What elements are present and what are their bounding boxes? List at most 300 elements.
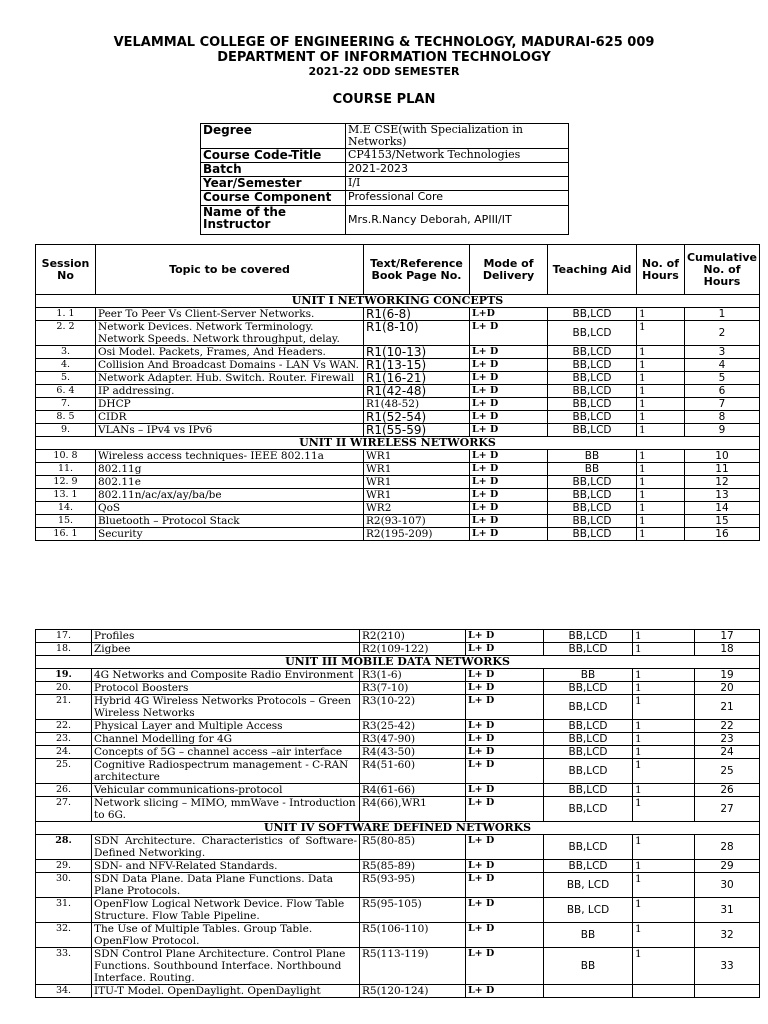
cell-session-no: 24. — [36, 746, 92, 759]
cell-delivery-mode: L+ D — [466, 720, 544, 733]
info-value: I/I — [346, 177, 569, 191]
table-row — [36, 860, 760, 873]
cell-topic: SDN Architecture. Characteristics of Software-Defined Networking. — [92, 835, 360, 860]
cell-teaching-aid: BB,LCD — [544, 630, 633, 643]
table-row — [36, 359, 760, 372]
cell-topic: 4G Networks and Composite Radio Environment — [92, 669, 360, 682]
cell-cumulative-hours: 20 — [695, 682, 760, 695]
cell-teaching-aid: BB,LCD — [548, 528, 637, 541]
cell-topic: Protocol Boosters — [92, 682, 360, 695]
cell-topic: ITU-T Model. OpenDaylight. OpenDaylight — [92, 985, 360, 998]
cell-topic: Wireless access techniques- IEEE 802.11a — [96, 450, 364, 463]
cell-delivery-mode: L+ D — [466, 923, 544, 948]
course-plan-table-part1 — [35, 244, 760, 541]
cell-teaching-aid: BB,LCD — [544, 835, 633, 860]
cell-delivery-mode: L+ D — [470, 359, 548, 372]
cell-book-ref: R5(113-119) — [360, 948, 466, 985]
cell-teaching-aid: BB,LCD — [548, 385, 637, 398]
cell-delivery-mode: L+ D — [466, 746, 544, 759]
cell-delivery-mode: L+ D — [466, 898, 544, 923]
cell-delivery-mode: L+ D — [466, 630, 544, 643]
cell-delivery-mode: L+ D — [470, 424, 548, 437]
cell-cumulative-hours: 3 — [684, 346, 759, 359]
cell-book-ref: R1(8-10) — [364, 321, 470, 346]
cell-cumulative-hours: 17 — [695, 630, 760, 643]
info-key: Batch — [201, 163, 346, 177]
cell-teaching-aid: BB,LCD — [544, 797, 633, 822]
col-mode: Mode of Delivery — [470, 245, 548, 295]
cell-teaching-aid: BB,LCD — [548, 489, 637, 502]
cell-cumulative-hours: 15 — [684, 515, 759, 528]
cell-teaching-aid: BB — [548, 463, 637, 476]
cell-book-ref: WR1 — [364, 463, 470, 476]
cell-cumulative-hours: 7 — [684, 398, 759, 411]
cell-cumulative-hours: 4 — [684, 359, 759, 372]
cell-cumulative-hours: 26 — [695, 784, 760, 797]
cell-cumulative-hours: 8 — [684, 411, 759, 424]
cell-topic: Peer To Peer Vs Client-Server Networks. — [96, 308, 364, 321]
info-value: M.E CSE(with Specialization in Networks) — [346, 124, 569, 149]
cell-session-no: 18. — [36, 643, 92, 656]
cell-session-no: 23. — [36, 733, 92, 746]
table-row — [36, 784, 760, 797]
unit-heading: UNIT I NETWORKING CONCEPTS — [36, 295, 760, 308]
cell-cumulative-hours — [695, 985, 760, 998]
unit4-rows — [36, 835, 760, 998]
table-row — [36, 489, 760, 502]
cell-topic: SDN Data Plane. Data Plane Functions. Data Plane Protocols. — [92, 873, 360, 898]
cell-hours: 1 — [633, 948, 695, 985]
info-key: Degree — [201, 124, 346, 149]
cell-teaching-aid: BB,LCD — [548, 321, 637, 346]
table-row — [36, 528, 760, 541]
cell-topic: SDN- and NFV-Related Standards. — [92, 860, 360, 873]
table-row — [36, 411, 760, 424]
cell-delivery-mode: L+ D — [470, 450, 548, 463]
cell-book-ref: R1(16-21) — [364, 372, 470, 385]
cell-hours: 1 — [633, 860, 695, 873]
cell-delivery-mode: L+ D — [470, 528, 548, 541]
cell-teaching-aid: BB,LCD — [544, 682, 633, 695]
cell-teaching-aid: BB, LCD — [544, 873, 633, 898]
cell-book-ref: R2(93-107) — [364, 515, 470, 528]
cell-delivery-mode: L+ D — [466, 733, 544, 746]
cell-delivery-mode: L+ D — [470, 515, 548, 528]
cell-topic: OpenFlow Logical Network Device. Flow Table Structure. Flow Table Pipeline. — [92, 898, 360, 923]
table-row — [36, 695, 760, 720]
unit1-rows — [36, 308, 760, 437]
cell-topic: VLANs – IPv4 vs IPv6 — [96, 424, 364, 437]
info-key: Course Component — [201, 191, 346, 206]
cell-cumulative-hours: 6 — [684, 385, 759, 398]
cell-session-no: 19. — [36, 669, 92, 682]
cell-cumulative-hours: 21 — [695, 695, 760, 720]
table-row — [36, 630, 760, 643]
cell-session-no: 14. — [36, 502, 96, 515]
cell-book-ref: R2(195-209) — [364, 528, 470, 541]
cell-hours: 1 — [637, 515, 685, 528]
cell-book-ref: R1(48-52) — [364, 398, 470, 411]
table-row — [36, 948, 760, 985]
cell-hours: 1 — [637, 489, 685, 502]
cell-hours: 1 — [633, 695, 695, 720]
cell-teaching-aid: BB,LCD — [544, 695, 633, 720]
cell-teaching-aid: BB,LCD — [548, 476, 637, 489]
cell-book-ref: R1(55-59) — [364, 424, 470, 437]
cell-delivery-mode: L+ D — [466, 682, 544, 695]
table-row — [36, 424, 760, 437]
col-hours: No. of Hours — [637, 245, 685, 295]
cell-teaching-aid: BB,LCD — [548, 359, 637, 372]
cell-session-no: 4. — [36, 359, 96, 372]
cell-teaching-aid: BB,LCD — [548, 502, 637, 515]
cell-teaching-aid: BB,LCD — [544, 784, 633, 797]
cell-hours: 1 — [633, 784, 695, 797]
cell-session-no: 20. — [36, 682, 92, 695]
unit-heading: UNIT II WIRELESS NETWORKS — [36, 437, 760, 450]
cell-delivery-mode: L+ D — [466, 643, 544, 656]
cell-hours: 1 — [637, 502, 685, 515]
cell-delivery-mode: L+ D — [466, 784, 544, 797]
cell-cumulative-hours: 31 — [695, 898, 760, 923]
table-row — [36, 515, 760, 528]
cell-cumulative-hours: 12 — [684, 476, 759, 489]
cell-delivery-mode: L+ D — [470, 411, 548, 424]
semester-label: 2021-22 ODD SEMESTER — [308, 65, 460, 78]
unit2-rows — [36, 450, 760, 541]
cell-teaching-aid: BB,LCD — [548, 308, 637, 321]
cell-book-ref: R5(85-89) — [360, 860, 466, 873]
info-value: Mrs.R.Nancy Deborah, APIII/IT — [346, 206, 569, 235]
table-row — [36, 372, 760, 385]
cell-teaching-aid: BB, LCD — [544, 898, 633, 923]
col-cum: Cumulative No. of Hours — [684, 245, 759, 295]
cell-cumulative-hours: 25 — [695, 759, 760, 784]
cell-topic: Bluetooth – Protocol Stack — [96, 515, 364, 528]
cell-cumulative-hours: 11 — [684, 463, 759, 476]
cell-delivery-mode: L+ D — [470, 476, 548, 489]
table-row — [36, 759, 760, 784]
course-plan-table-part2 — [35, 629, 760, 998]
cell-session-no: 25. — [36, 759, 92, 784]
cell-hours: 1 — [633, 759, 695, 784]
cell-teaching-aid: BB,LCD — [544, 643, 633, 656]
cell-teaching-aid: BB,LCD — [548, 424, 637, 437]
cell-teaching-aid: BB,LCD — [548, 411, 637, 424]
table-row — [36, 346, 760, 359]
cell-cumulative-hours: 32 — [695, 923, 760, 948]
cell-book-ref: R1(10-13) — [364, 346, 470, 359]
col-topic: Topic to be covered — [96, 245, 364, 295]
cell-hours: 1 — [637, 398, 685, 411]
info-key: Name of the Instructor — [201, 206, 346, 235]
cell-hours: 1 — [633, 643, 695, 656]
cell-session-no: 26. — [36, 784, 92, 797]
table-row — [36, 985, 760, 998]
cell-teaching-aid: BB,LCD — [548, 372, 637, 385]
cell-delivery-mode: L+ D — [470, 346, 548, 359]
cell-delivery-mode: L+ D — [466, 797, 544, 822]
cell-session-no: 2. 2 — [36, 321, 96, 346]
table-row — [36, 308, 760, 321]
page-title: COURSE PLAN — [332, 92, 436, 107]
cell-hours: 1 — [633, 733, 695, 746]
cell-session-no: 11. — [36, 463, 96, 476]
cell-hours: 1 — [637, 372, 685, 385]
cell-hours: 1 — [637, 463, 685, 476]
col-aid: Teaching Aid — [548, 245, 637, 295]
cell-book-ref: WR1 — [364, 450, 470, 463]
cell-hours: 1 — [633, 873, 695, 898]
info-key: Course Code-Title — [201, 149, 346, 163]
cell-book-ref: WR2 — [364, 502, 470, 515]
cell-topic: SDN Control Plane Architecture. Control Plane Functions. Southbound Interface. Northbound Interface. Routing. — [92, 948, 360, 985]
cell-delivery-mode: L+ D — [470, 463, 548, 476]
cell-delivery-mode: L+ D — [470, 372, 548, 385]
cell-session-no: 1. 1 — [36, 308, 96, 321]
info-value: Professional Core — [346, 191, 569, 206]
cell-hours: 1 — [633, 835, 695, 860]
table-row — [36, 398, 760, 411]
cell-topic: The Use of Multiple Tables. Group Table. OpenFlow Protocol. — [92, 923, 360, 948]
cell-delivery-mode: L+ D — [466, 985, 544, 998]
unit-heading: UNIT IV SOFTWARE DEFINED NETWORKS — [36, 822, 760, 835]
cell-hours: 1 — [637, 308, 685, 321]
cell-topic: Physical Layer and Multiple Access — [92, 720, 360, 733]
unit2-rows-cont — [36, 630, 760, 656]
cell-book-ref: R4(66),WR1 — [360, 797, 466, 822]
cell-book-ref: R3(25-42) — [360, 720, 466, 733]
cell-teaching-aid: BB,LCD — [548, 398, 637, 411]
cell-book-ref: R1(6-8) — [364, 308, 470, 321]
cell-hours: 1 — [637, 385, 685, 398]
cell-topic: Concepts of 5G – channel access –air interface — [92, 746, 360, 759]
cell-hours: 1 — [637, 424, 685, 437]
cell-hours: 1 — [633, 746, 695, 759]
table-row — [36, 321, 760, 346]
cell-delivery-mode: L+ D — [470, 321, 548, 346]
cell-teaching-aid: BB,LCD — [548, 515, 637, 528]
table-row — [36, 746, 760, 759]
cell-topic: Collision And Broadcast Domains - LAN Vs WAN. — [96, 359, 364, 372]
cell-hours: 1 — [633, 720, 695, 733]
table-row — [36, 669, 760, 682]
cell-session-no: 12. 9 — [36, 476, 96, 489]
cell-hours: 1 — [637, 321, 685, 346]
cell-book-ref: R2(109-122) — [360, 643, 466, 656]
cell-topic: Osi Model. Packets, Frames, And Headers. — [96, 346, 364, 359]
cell-session-no: 17. — [36, 630, 92, 643]
cell-cumulative-hours: 1 — [684, 308, 759, 321]
cell-teaching-aid: BB — [544, 923, 633, 948]
cell-book-ref: R3(7-10) — [360, 682, 466, 695]
cell-book-ref: R5(95-105) — [360, 898, 466, 923]
cell-book-ref: R2(210) — [360, 630, 466, 643]
cell-cumulative-hours: 30 — [695, 873, 760, 898]
table-row — [36, 682, 760, 695]
cell-book-ref: R5(93-95) — [360, 873, 466, 898]
cell-teaching-aid: BB,LCD — [544, 746, 633, 759]
cell-delivery-mode: L+ D — [466, 860, 544, 873]
cell-topic: Profiles — [92, 630, 360, 643]
cell-delivery-mode: L+ D — [466, 948, 544, 985]
cell-delivery-mode: L+ D — [470, 385, 548, 398]
cell-hours: 1 — [637, 450, 685, 463]
cell-cumulative-hours: 2 — [684, 321, 759, 346]
cell-hours: 1 — [633, 898, 695, 923]
cell-cumulative-hours: 27 — [695, 797, 760, 822]
cell-session-no: 34. — [36, 985, 92, 998]
cell-cumulative-hours: 13 — [684, 489, 759, 502]
cell-session-no: 7. — [36, 398, 96, 411]
table-row — [36, 643, 760, 656]
cell-topic: IP addressing. — [96, 385, 364, 398]
cell-book-ref: R4(61-66) — [360, 784, 466, 797]
cell-book-ref: R3(1-6) — [360, 669, 466, 682]
cell-book-ref: R5(80-85) — [360, 835, 466, 860]
cell-hours: 1 — [637, 346, 685, 359]
cell-topic: Vehicular communications-protocol — [92, 784, 360, 797]
cell-hours: 1 — [633, 797, 695, 822]
cell-topic: CIDR — [96, 411, 364, 424]
table-row — [36, 450, 760, 463]
cell-session-no: 15. — [36, 515, 96, 528]
cell-book-ref: WR1 — [364, 476, 470, 489]
table-row — [36, 720, 760, 733]
cell-topic: Cognitive Radiospectrum management - C-RAN architecture — [92, 759, 360, 784]
cell-book-ref: R4(43-50) — [360, 746, 466, 759]
cell-teaching-aid: BB — [548, 450, 637, 463]
cell-delivery-mode: L+ D — [466, 873, 544, 898]
cell-topic: 802.11e — [96, 476, 364, 489]
cell-session-no: 29. — [36, 860, 92, 873]
cell-teaching-aid: BB — [544, 669, 633, 682]
college-name: VELAMMAL COLLEGE OF ENGINEERING & TECHNOLOGY, MADURAI-625 009 — [113, 35, 655, 50]
cell-session-no: 30. — [36, 873, 92, 898]
cell-cumulative-hours: 5 — [684, 372, 759, 385]
cell-book-ref: R3(10-22) — [360, 695, 466, 720]
cell-cumulative-hours: 18 — [695, 643, 760, 656]
cell-teaching-aid: BB,LCD — [544, 720, 633, 733]
cell-cumulative-hours: 28 — [695, 835, 760, 860]
cell-cumulative-hours: 19 — [695, 669, 760, 682]
table-row — [36, 463, 760, 476]
cell-hours: 1 — [633, 669, 695, 682]
table-row — [36, 502, 760, 515]
table-row — [36, 873, 760, 898]
info-key: Year/Semester — [201, 177, 346, 191]
table-row — [36, 733, 760, 746]
cell-topic: 802.11n/ac/ax/ay/ba/be — [96, 489, 364, 502]
cell-session-no: 28. — [36, 835, 92, 860]
col-session: Session No — [36, 245, 96, 295]
cell-session-no: 6. 4 — [36, 385, 96, 398]
cell-topic: Network Devices. Network Terminology. Network Speeds. Network throughput, delay. — [96, 321, 364, 346]
cell-topic: DHCP — [96, 398, 364, 411]
cell-hours: 1 — [637, 476, 685, 489]
cell-book-ref: R4(51-60) — [360, 759, 466, 784]
cell-cumulative-hours: 22 — [695, 720, 760, 733]
cell-teaching-aid — [544, 985, 633, 998]
cell-teaching-aid: BB,LCD — [544, 733, 633, 746]
cell-hours: 1 — [633, 630, 695, 643]
cell-teaching-aid: BB,LCD — [544, 759, 633, 784]
cell-session-no: 31. — [36, 898, 92, 923]
cell-session-no: 22. — [36, 720, 92, 733]
table-row — [36, 476, 760, 489]
cell-cumulative-hours: 14 — [684, 502, 759, 515]
cell-hours — [633, 985, 695, 998]
cell-session-no: 8. 5 — [36, 411, 96, 424]
cell-delivery-mode: L+ D — [466, 669, 544, 682]
cell-delivery-mode: L+ D — [466, 759, 544, 784]
cell-hours: 1 — [637, 528, 685, 541]
cell-book-ref: R1(42-48) — [364, 385, 470, 398]
table-row — [36, 835, 760, 860]
cell-cumulative-hours: 10 — [684, 450, 759, 463]
cell-session-no: 21. — [36, 695, 92, 720]
cell-session-no: 5. — [36, 372, 96, 385]
cell-delivery-mode: L+D — [470, 308, 548, 321]
cell-session-no: 33. — [36, 948, 92, 985]
cell-topic: Channel Modelling for 4G — [92, 733, 360, 746]
cell-delivery-mode: L+ D — [466, 835, 544, 860]
cell-cumulative-hours: 16 — [684, 528, 759, 541]
cell-cumulative-hours: 33 — [695, 948, 760, 985]
cell-session-no: 27. — [36, 797, 92, 822]
cell-topic: 802.11g — [96, 463, 364, 476]
cell-book-ref: R1(52-54) — [364, 411, 470, 424]
cell-session-no: 16. 1 — [36, 528, 96, 541]
cell-cumulative-hours: 9 — [684, 424, 759, 437]
cell-hours: 1 — [637, 359, 685, 372]
cell-topic: Zigbee — [92, 643, 360, 656]
info-value: 2021-2023 — [346, 163, 569, 177]
table-row — [36, 898, 760, 923]
cell-delivery-mode: L+ D — [466, 695, 544, 720]
cell-hours: 1 — [633, 923, 695, 948]
cell-cumulative-hours: 23 — [695, 733, 760, 746]
cell-session-no: 9. — [36, 424, 96, 437]
cell-book-ref: R1(13-15) — [364, 359, 470, 372]
course-info-table — [200, 123, 569, 235]
cell-hours: 1 — [633, 682, 695, 695]
cell-hours: 1 — [637, 411, 685, 424]
cell-delivery-mode: L+ D — [470, 502, 548, 515]
cell-delivery-mode: L+ D — [470, 398, 548, 411]
cell-session-no: 13. 1 — [36, 489, 96, 502]
cell-teaching-aid: BB — [544, 948, 633, 985]
table-row — [36, 797, 760, 822]
cell-book-ref: R5(106-110) — [360, 923, 466, 948]
cell-delivery-mode: L+ D — [470, 489, 548, 502]
unit-heading: UNIT III MOBILE DATA NETWORKS — [36, 656, 760, 669]
col-ref: Text/Reference Book Page No. — [364, 245, 470, 295]
cell-cumulative-hours: 29 — [695, 860, 760, 873]
cell-session-no: 3. — [36, 346, 96, 359]
table-row — [36, 923, 760, 948]
info-value: CP4153/Network Technologies — [346, 149, 569, 163]
cell-topic: Network slicing – MIMO, mmWave - Introduction to 6G. — [92, 797, 360, 822]
table-row — [36, 385, 760, 398]
cell-teaching-aid: BB,LCD — [548, 346, 637, 359]
department-name: DEPARTMENT OF INFORMATION TECHNOLOGY — [217, 50, 551, 65]
cell-session-no: 10. 8 — [36, 450, 96, 463]
cell-book-ref: R3(47-90) — [360, 733, 466, 746]
cell-session-no: 32. — [36, 923, 92, 948]
cell-book-ref: R5(120-124) — [360, 985, 466, 998]
cell-topic: Security — [96, 528, 364, 541]
